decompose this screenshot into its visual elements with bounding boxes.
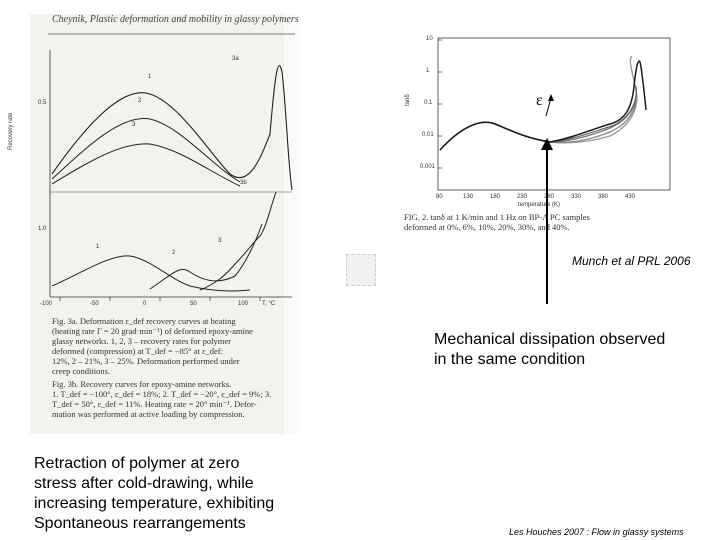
right-x-tick-4: 280: [544, 194, 555, 200]
left-x-tick-5: T, °C: [262, 301, 276, 307]
curve-label-b-2: 2: [172, 250, 176, 256]
left-figure-header: Cheynik, Plastic deformation and mobility in glassy polymers: [52, 14, 299, 25]
curve-b-3: [200, 192, 276, 290]
right-x-tick-1: 130: [463, 194, 474, 200]
right-x-tick-0: 80: [436, 194, 443, 200]
scan-artifact: [346, 254, 376, 286]
right-figure-caption: FIG. 2. tanδ at 1 K/min and 1 Hz on BP-A PC samples deformed at 0%, 6%, 10%, 20%, 30%, and 40%.: [404, 212, 590, 232]
right-x-tick-7: 430: [625, 194, 636, 200]
right-y-tick-3: 0.01: [422, 132, 434, 138]
left-x-tick-0: -100: [40, 301, 53, 307]
left-figure-caption: Fig. 3a. Deformation ε_def recovery curves at heating (heating rate Γ = 20 grad·min⁻¹) of deformed epoxy-amine glassy networks. 1, 2, 3 – recovery rates for polymer deformed (compression) at T_def = −85° at ε_def: 12%, 2 – 21%, 3 – 25%. Deformation performed under creep conditions. Fig. 3b. Recovery curves for epoxy-amine networks. 1. T_def = −100°, ε_def = 18%; 2. T_def = −20°, ε_def = 9%; 3. T_def = 50°, ε_def = 11%. Heating rate = 20° min⁻¹. Defor- mation was performed at active loading by compression.: [52, 316, 272, 419]
right-x-tick-2: 180: [490, 194, 501, 200]
right-x-axis-label: temperature (K): [518, 202, 561, 208]
right-y-tick-4: 0.001: [420, 164, 436, 170]
right-x-tick-5: 330: [571, 194, 582, 200]
right-description: Mechanical dissipation observed in the same condition: [434, 331, 666, 368]
curve-a-3: [52, 144, 240, 186]
curve-b-1: [52, 256, 250, 291]
footer: Les Houches 2007 : Flow in glassy systems: [509, 527, 684, 537]
curve-label-b-3: 3: [218, 238, 222, 244]
right-x-tick-3: 230: [517, 194, 528, 200]
curve-label-a-1: 1: [148, 74, 152, 80]
left-y-tick-bottom: 1.0: [38, 226, 47, 232]
right-y-axis-label: tanδ: [405, 94, 411, 106]
curve-a-2: [52, 119, 240, 182]
right-y-tick-2: 0.1: [424, 100, 433, 106]
right-figure-plot: [400, 30, 675, 210]
curve-label-a-3: 3: [132, 122, 136, 128]
curve-label-b-1: 1: [96, 244, 100, 250]
curve-a-1: [52, 66, 292, 190]
epsilon-label: ε: [536, 92, 543, 109]
right-y-tick-0: 10: [426, 36, 433, 42]
left-y-tick-top: 0.5: [38, 100, 47, 106]
right-y-tick-1: 1: [426, 68, 430, 74]
right-x-tick-6: 380: [598, 194, 609, 200]
left-x-tick-2: 0: [143, 301, 147, 307]
left-x-tick-3: 50: [190, 301, 197, 307]
citation: Munch et al PRL 2006: [572, 254, 691, 268]
panel-a-label: 3a: [232, 56, 239, 62]
curve-b-2: [150, 224, 262, 289]
left-x-tick-1: -50: [90, 301, 99, 307]
left-x-tick-4: 100: [238, 301, 249, 307]
left-y-axis-label: Recovery rate: [8, 112, 14, 150]
panel-b-label: 3b: [240, 180, 247, 186]
connector-arrow: [540, 136, 554, 306]
left-description: Retraction of polymer at zero stress after cold-drawing, while increasing temperature, exhibiting Spontaneous rearrangements: [34, 455, 275, 532]
curve-label-a-2: 2: [138, 98, 142, 104]
